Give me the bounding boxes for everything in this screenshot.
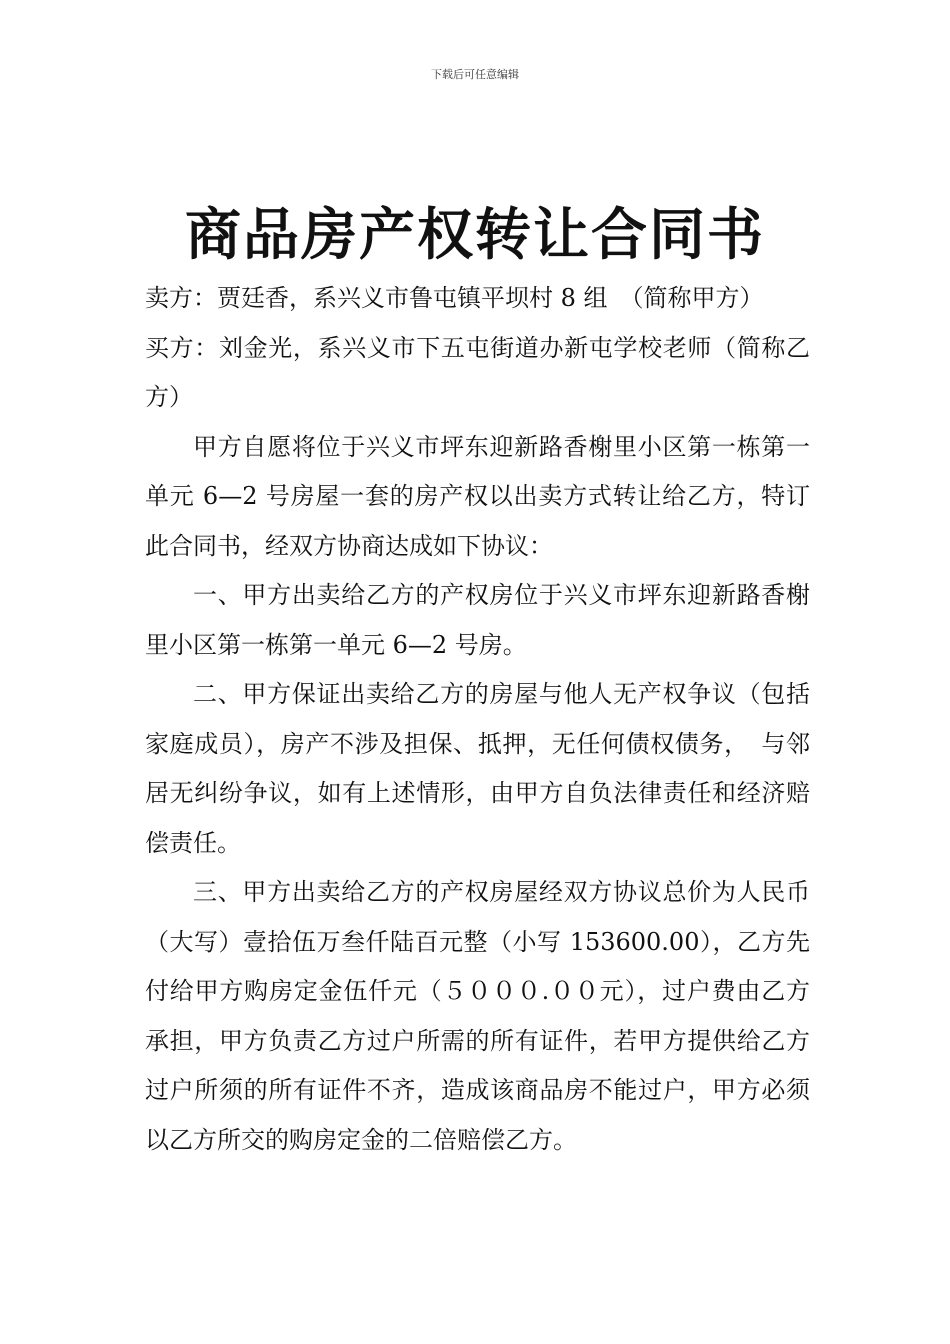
- seller-line: 卖方：贾廷香，系兴义市鲁屯镇平坝村 8 组 （简称甲方）: [145, 284, 764, 312]
- clause-2: 二、甲方保证出卖给乙方的房屋与他人无产权争议（包括家庭成员），房产不涉及担保、抵押，无任何债权债务， 与邻居无纠纷争议，如有上述情形，由甲方自负法律责任和经济赔偿责任。: [145, 680, 810, 857]
- document-title: 商品房产权转让合同书: [185, 203, 765, 268]
- clause-3: 三、甲方出卖给乙方的产权房屋经双方协议总价为人民币（大写）壹拾伍万叁仟陆百元整（小写 153600.00），乙方先付给甲方购房定金伍仟元（５０００.００元），过户费由乙方承担，甲方负责乙方过户所需的所有证件，若甲方提供给乙方过户所须的所有证件不齐，造成该商品房不能过户，甲方必须以乙方所交的购房定金的二倍赔偿乙方。: [145, 878, 810, 1154]
- intro-paragraph: 甲方自愿将位于兴义市坪东迎新路香榭里小区第一栋第一单元 6—2 号房屋一套的房产权以出卖方式转让给乙方，特订此合同书，经双方协商达成如下协议：: [145, 432, 810, 560]
- document-body: [145, 274, 810, 1165]
- buyer-line: 买方：刘金光，系兴义市下五屯街道办新屯学校老师（简称乙方）: [145, 333, 810, 411]
- clause-1: 一、甲方出卖给乙方的产权房位于兴义市坪东迎新路香榭里小区第一栋第一单元 6—2 号房。: [145, 581, 810, 659]
- header-note: 下载后可任意编辑: [431, 68, 519, 81]
